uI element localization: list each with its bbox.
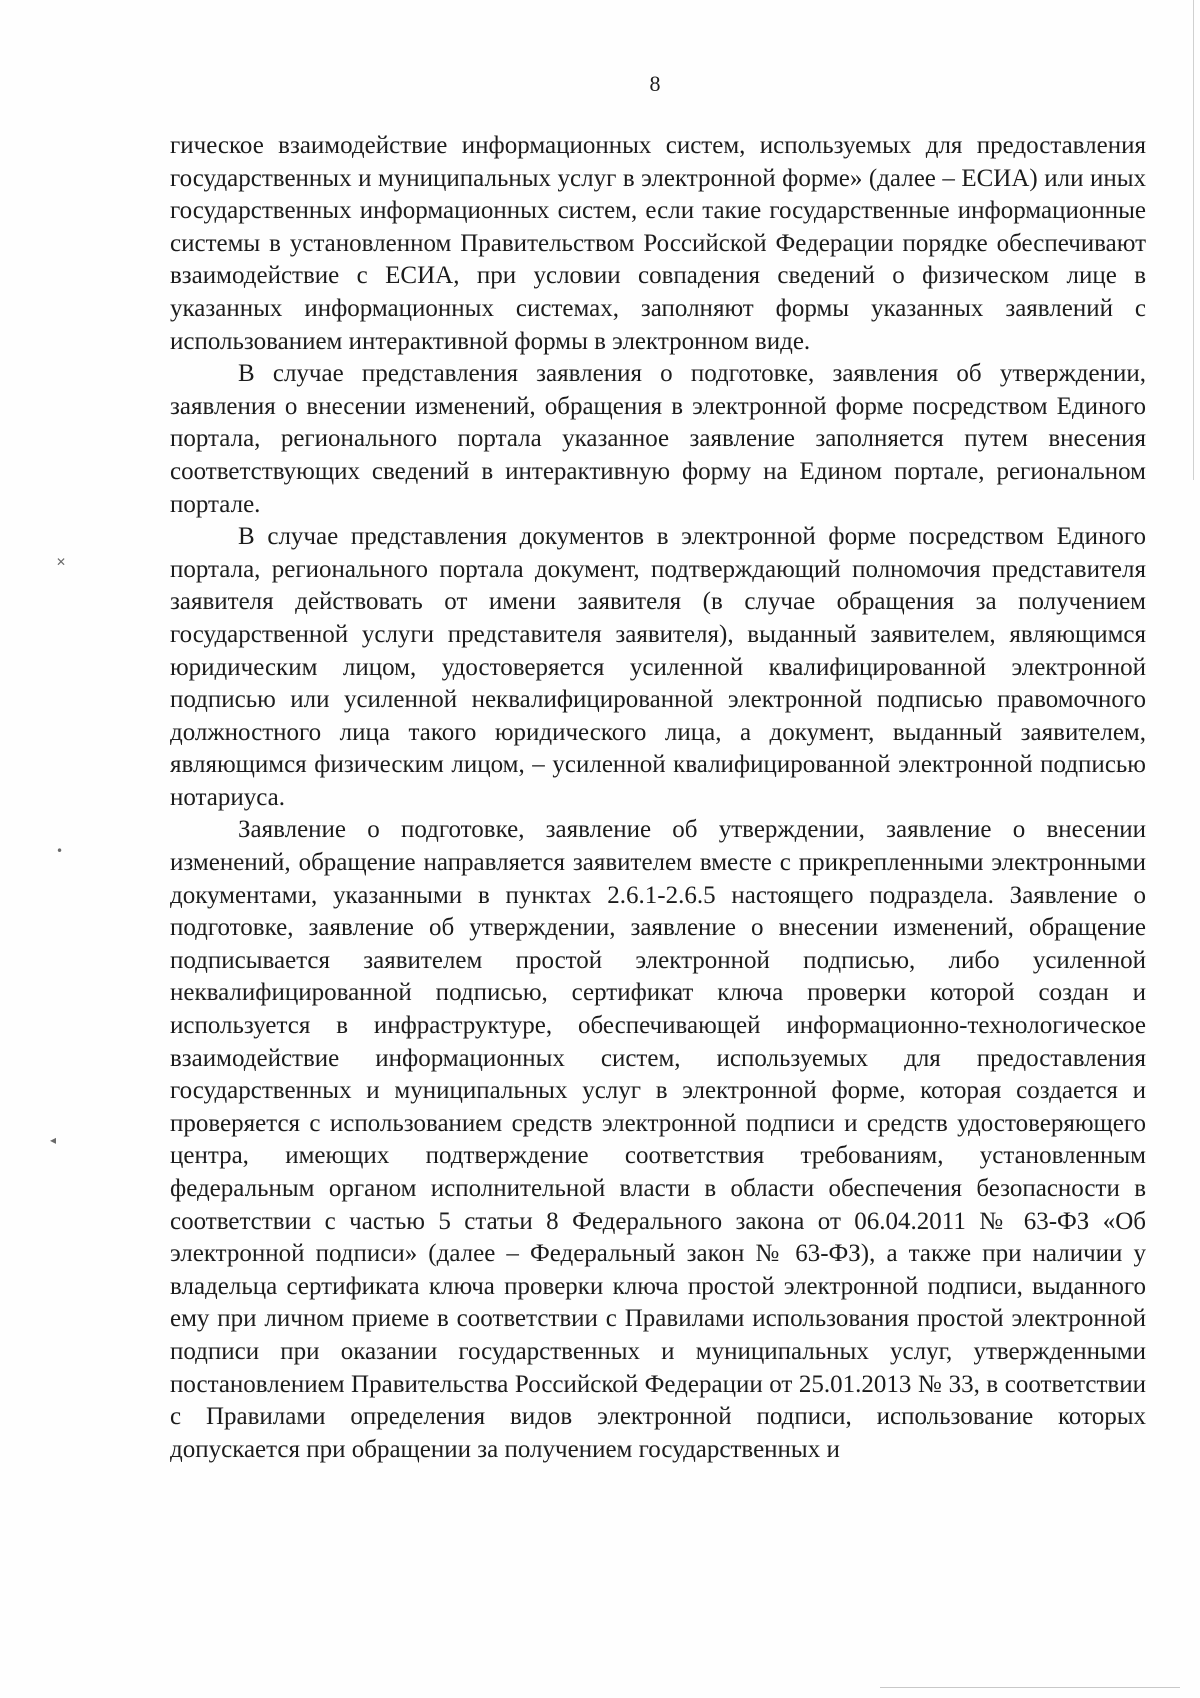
paragraph-3: В случае представления документов в электронной форме посредством Единого портала, регионального портала документ, подтверждающий полномочия представителя заявителя действовать от имени заявителя (в случае обращения за получением государственной услуги представителя заявителя), выданный заявителем, являющимся юридическим лицом, удостоверяется усиленной квалифицированной электронной подписью или усиленной неквалифицированной электронной подписью правомочного должностного лица такого юридического лица, а документ, выданный заявителем, являющимся физическим лицом, – усиленной квалифицированной электронной подписью нотариуса. [170,523,1146,811]
paragraph-4: Заявление о подготовке, заявление об утверждении, заявление о внесении изменений, обращение направляется заявителем вместе с прикрепленными электронными документами, указанными в пунктах 2.6.1-2.6.5 настоящего подраздела. Заявление о подготовке, заявление об утверждении, заявление о внесении изменений, обращение подписывается заявителем простой электронной подписью, либо усиленной неквалифицированной подписью, сертификат ключа проверки которой создан и используется в инфраструктуре, обеспечивающей информационно-технологическое взаимодействие информационных систем, используемых для предоставления государственных и муниципальных услуг в электронной форме, которая создается и проверяется с использованием средств электронной подписи и средств удостоверяющего центра, имеющих подтверждение соответствия требованиям, установленным федеральным органом исполнительной власти в области обеспечения безопасности в соответствии с частью 5 статьи 8 Федерального закона от 06.04.2011 № 63-ФЗ «Об электронной подписи» (далее – Федеральный закон № 63-ФЗ), а также при наличии у владельца сертификата ключа проверки ключа простой электронной подписи, выданного ему при личном приеме в соответствии с Правилами использования простой электронной подписи при оказании государственных и муниципальных услуг, утвержденными постановлением Правительства Российской Федерации от 25.01.2013 № 33, в соответствии с Правилами определения видов электронной подписи, использование которых допускается при обращении за получением государственных и [170,816,1146,1463]
scan-speck: ◂ [50,1133,57,1147]
scan-speck: • [56,844,64,858]
paragraph-1: гическое взаимодействие информационных систем, используемых для предоставления государственных и муниципальных услуг в электронной форме» (далее – ЕСИА) или иных государственных информационных систем, если такие государственные информационные системы в установленном Правительством Российской Федерации порядке обеспечивают взаимодействие с ЕСИА, при условии совпадения сведений о физическом лице в указанных информационных системах, заполняют формы указанных заявлений с использованием интерактивной формы в электронном виде. [170,132,1146,355]
page-number: 8 [649,71,661,96]
paragraph-2: В случае представления заявления о подготовке, заявления об утверждении, заявления о внесении изменений, обращения в электронной форме посредством Единого портала, регионального портала указанное заявление заполняется путем внесения соответствующих сведений в интерактивную форму на Едином портале, региональном портале. [170,360,1146,518]
body-text [170,130,1146,1466]
scan-speck: ✕ [56,555,67,569]
scan-bottom-line [880,1687,1180,1688]
